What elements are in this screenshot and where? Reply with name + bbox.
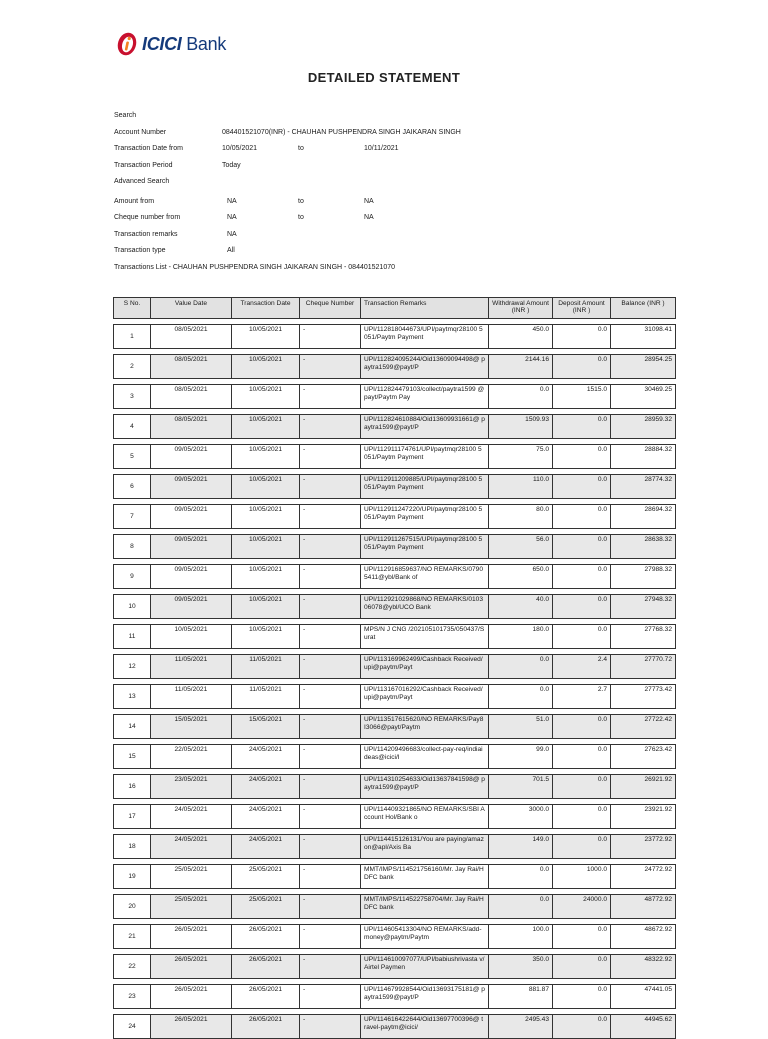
cell-value-date: 23/05/2021 xyxy=(151,775,232,799)
cell-withdrawal-amount: 450.0 xyxy=(489,325,553,349)
cell-cheque-number: - xyxy=(300,535,361,559)
account-label: Account Number xyxy=(114,128,167,136)
table-row xyxy=(114,445,676,469)
cell-deposit-amount: 0.0 xyxy=(553,985,611,1009)
cell-balance: 30469.25 xyxy=(611,385,676,409)
cell-deposit-amount: 1515.0 xyxy=(553,385,611,409)
period-label: Transaction Period xyxy=(114,161,173,169)
table-row xyxy=(114,655,676,679)
table-row xyxy=(114,805,676,829)
cell-balance: 23772.92 xyxy=(611,835,676,859)
cell-transaction-remarks: UPI/114616422644/Oid13697700396@ travel-paytm@icici/ xyxy=(361,1015,489,1039)
date-to-label: to xyxy=(298,145,304,152)
cell-transaction-remarks: UPI/112911247220/UPI/paytmqr28100 5051/Paytm Payment xyxy=(361,505,489,529)
cell-sno: 19 xyxy=(114,865,151,889)
cell-value-date: 08/05/2021 xyxy=(151,385,232,409)
cell-cheque-number: - xyxy=(300,475,361,499)
cell-value-date: 26/05/2021 xyxy=(151,985,232,1009)
cell-transaction-remarks: UPI/114310254633/Oid13637841598@ paytra1599@payt/P xyxy=(361,775,489,799)
cell-transaction-date: 10/05/2021 xyxy=(232,565,300,589)
cell-balance: 28774.32 xyxy=(611,475,676,499)
header-sno: S No. xyxy=(114,298,151,319)
cell-sno: 5 xyxy=(114,445,151,469)
cell-transaction-date: 10/05/2021 xyxy=(232,325,300,349)
date-to: 10/11/2021 xyxy=(364,145,399,152)
cell-deposit-amount: 0.0 xyxy=(553,955,611,979)
cell-withdrawal-amount: 149.0 xyxy=(489,835,553,859)
cell-transaction-remarks: UPI/114409321865/NO REMARKS/SBI Account Hol/Bank o xyxy=(361,805,489,829)
cell-withdrawal-amount: 2144.16 xyxy=(489,355,553,379)
date-from: 10/05/2021 xyxy=(222,145,258,152)
table-row xyxy=(114,505,676,529)
cell-balance: 27768.32 xyxy=(611,625,676,649)
table-row xyxy=(114,985,676,1009)
cell-withdrawal-amount: 51.0 xyxy=(489,715,553,739)
account-value: 084401521070(INR) - CHAUHAN PUSHPENDRA SINGH JAIKARAN SINGH xyxy=(222,128,461,136)
table-row xyxy=(114,475,676,499)
cell-balance: 23921.92 xyxy=(611,805,676,829)
cell-transaction-date: 26/05/2021 xyxy=(232,955,300,979)
cell-transaction-date: 25/05/2021 xyxy=(232,865,300,889)
cell-sno: 21 xyxy=(114,925,151,949)
cell-balance: 48322.92 xyxy=(611,955,676,979)
cell-balance: 47441.05 xyxy=(611,985,676,1009)
brand-name-bold: ICICI xyxy=(142,33,182,54)
period-value: Today xyxy=(222,161,241,169)
cell-cheque-number: - xyxy=(300,355,361,379)
cell-transaction-date: 25/05/2021 xyxy=(232,895,300,919)
cell-deposit-amount: 0.0 xyxy=(553,1015,611,1039)
page-title: DETAILED STATEMENT xyxy=(307,70,461,85)
cell-balance: 31098.41 xyxy=(611,325,676,349)
cell-withdrawal-amount: 180.0 xyxy=(489,625,553,649)
cell-transaction-date: 26/05/2021 xyxy=(232,1015,300,1039)
cell-withdrawal-amount: 40.0 xyxy=(489,595,553,619)
cell-value-date: 09/05/2021 xyxy=(151,475,232,499)
table-row xyxy=(114,325,676,349)
cell-deposit-amount: 0.0 xyxy=(553,745,611,769)
cell-deposit-amount: 24000.0 xyxy=(553,895,611,919)
cell-sno: 15 xyxy=(114,745,151,769)
cell-deposit-amount: 0.0 xyxy=(553,355,611,379)
cell-value-date: 26/05/2021 xyxy=(151,1015,232,1039)
cell-transaction-remarks: UPI/114679928544/Oid13693175181@ paytra1599@payt/P xyxy=(361,985,489,1009)
cell-transaction-remarks: UPI/114610097077/UPI/babiushrivasta v/Airtel Paymen xyxy=(361,955,489,979)
icici-logo xyxy=(116,29,226,59)
cell-balance: 24772.92 xyxy=(611,865,676,889)
cell-transaction-remarks: UPI/113167016292/Cashback Received/upi@paytm/Payt xyxy=(361,685,489,709)
cell-deposit-amount: 0.0 xyxy=(553,595,611,619)
table-row xyxy=(114,415,676,439)
cell-cheque-number: - xyxy=(300,805,361,829)
cell-withdrawal-amount: 0.0 xyxy=(489,685,553,709)
advanced-search-heading: Advanced Search xyxy=(114,178,170,185)
cell-value-date: 09/05/2021 xyxy=(151,595,232,619)
cell-balance: 27722.42 xyxy=(611,715,676,739)
cell-withdrawal-amount: 0.0 xyxy=(489,865,553,889)
remarks-label: Transaction remarks xyxy=(114,230,178,238)
cell-withdrawal-amount: 650.0 xyxy=(489,565,553,589)
cell-transaction-remarks: MMT/IMPS/114521756160/Mr. Jay Rai/HDFC bank xyxy=(361,865,489,889)
cell-withdrawal-amount: 56.0 xyxy=(489,535,553,559)
cell-transaction-date: 11/05/2021 xyxy=(232,655,300,679)
cell-deposit-amount: 2.4 xyxy=(553,655,611,679)
header-withdrawal-amount: Withdrawal Amount (INR ) xyxy=(489,298,553,319)
cell-transaction-remarks: UPI/114415126131/You are paying/amazon@apl/Axis Ba xyxy=(361,835,489,859)
cell-sno: 22 xyxy=(114,955,151,979)
header-value-date: Value Date xyxy=(151,298,232,319)
cell-sno: 24 xyxy=(114,1015,151,1039)
cell-value-date: 08/05/2021 xyxy=(151,415,232,439)
cell-withdrawal-amount: 350.0 xyxy=(489,955,553,979)
cell-withdrawal-amount: 0.0 xyxy=(489,655,553,679)
cell-value-date: 08/05/2021 xyxy=(151,355,232,379)
cell-transaction-date: 10/05/2021 xyxy=(232,355,300,379)
cell-deposit-amount: 0.0 xyxy=(553,835,611,859)
cell-cheque-number: - xyxy=(300,835,361,859)
type-value: All xyxy=(227,247,235,254)
cell-cheque-number: - xyxy=(300,685,361,709)
cell-deposit-amount: 0.0 xyxy=(553,625,611,649)
cell-transaction-remarks: UPI/112911267515/UPI/paytmqr28100 5051/Paytm Payment xyxy=(361,535,489,559)
header-deposit-amount: Deposit Amount (INR ) xyxy=(553,298,611,319)
cell-value-date: 09/05/2021 xyxy=(151,535,232,559)
table-row xyxy=(114,835,676,859)
cell-deposit-amount: 0.0 xyxy=(553,325,611,349)
cell-balance: 28954.25 xyxy=(611,355,676,379)
cell-sno: 1 xyxy=(114,325,151,349)
cell-transaction-remarks: UPI/112911174761/UPI/paytmqr28100 5051/Paytm Payment xyxy=(361,445,489,469)
cell-withdrawal-amount: 99.0 xyxy=(489,745,553,769)
cell-transaction-date: 10/05/2021 xyxy=(232,445,300,469)
table-row xyxy=(114,895,676,919)
table-row xyxy=(114,925,676,949)
cell-value-date: 15/05/2021 xyxy=(151,715,232,739)
cell-transaction-remarks: UPI/112824095244/Oid13609094498@ paytra1599@payt/P xyxy=(361,355,489,379)
cell-withdrawal-amount: 3000.0 xyxy=(489,805,553,829)
cell-transaction-date: 26/05/2021 xyxy=(232,925,300,949)
cell-sno: 18 xyxy=(114,835,151,859)
cell-transaction-date: 10/05/2021 xyxy=(232,415,300,439)
cell-transaction-date: 24/05/2021 xyxy=(232,775,300,799)
cell-deposit-amount: 0.0 xyxy=(553,565,611,589)
cell-withdrawal-amount: 701.5 xyxy=(489,775,553,799)
cell-deposit-amount: 0.0 xyxy=(553,715,611,739)
cell-transaction-date: 26/05/2021 xyxy=(232,985,300,1009)
cell-value-date: 09/05/2021 xyxy=(151,565,232,589)
cell-cheque-number: - xyxy=(300,625,361,649)
cell-cheque-number: - xyxy=(300,325,361,349)
header-cheque-number: Cheque Number xyxy=(300,298,361,319)
type-label: Transaction type xyxy=(114,247,166,254)
cell-cheque-number: - xyxy=(300,445,361,469)
cell-balance: 27770.72 xyxy=(611,655,676,679)
table-row xyxy=(114,565,676,589)
cell-transaction-date: 10/05/2021 xyxy=(232,595,300,619)
cell-balance: 48672.92 xyxy=(611,925,676,949)
cell-sno: 17 xyxy=(114,805,151,829)
cell-cheque-number: - xyxy=(300,865,361,889)
cell-cheque-number: - xyxy=(300,895,361,919)
cell-value-date: 09/05/2021 xyxy=(151,505,232,529)
cell-balance: 28884.32 xyxy=(611,445,676,469)
cell-transaction-remarks: UPI/114209496683/collect-pay-req/indiaideas@icici/I xyxy=(361,745,489,769)
cell-transaction-date: 10/05/2021 xyxy=(232,505,300,529)
cell-value-date: 25/05/2021 xyxy=(151,895,232,919)
table-row xyxy=(114,1015,676,1039)
cell-value-date: 22/05/2021 xyxy=(151,745,232,769)
cell-transaction-remarks: MMT/IMPS/114522758704/Mr. Jay Rai/HDFC bank xyxy=(361,895,489,919)
table-row xyxy=(114,355,676,379)
cell-transaction-remarks: MPS/N J CNG /202105101735/050437/Surat xyxy=(361,625,489,649)
cell-value-date: 26/05/2021 xyxy=(151,955,232,979)
header-balance: Balance (INR ) xyxy=(611,298,676,319)
cell-deposit-amount: 2.7 xyxy=(553,685,611,709)
cell-transaction-date: 11/05/2021 xyxy=(232,685,300,709)
cell-transaction-remarks: UPI/113517615620/NO REMARKS/Pay8I3066@payt/Paytm xyxy=(361,715,489,739)
cell-sno: 4 xyxy=(114,415,151,439)
cell-sno: 13 xyxy=(114,685,151,709)
cell-value-date: 11/05/2021 xyxy=(151,685,232,709)
brand-name-rest: Bank xyxy=(181,33,227,54)
cell-sno: 6 xyxy=(114,475,151,499)
remarks-value: NA xyxy=(227,230,237,238)
cell-value-date: 11/05/2021 xyxy=(151,655,232,679)
cell-transaction-date: 24/05/2021 xyxy=(232,745,300,769)
cell-transaction-remarks: UPI/112916859637/NO REMARKS/07905411@ybl/Bank of xyxy=(361,565,489,589)
cell-deposit-amount: 0.0 xyxy=(553,475,611,499)
cell-sno: 2 xyxy=(114,355,151,379)
cell-withdrawal-amount: 100.0 xyxy=(489,925,553,949)
transactions-table xyxy=(113,297,676,1039)
amount-label: Amount from xyxy=(114,197,155,205)
date-label: Transaction Date from xyxy=(114,145,183,152)
amount-to-label: to xyxy=(298,197,304,205)
table-row xyxy=(114,685,676,709)
cell-balance: 48772.92 xyxy=(611,895,676,919)
amount-to: NA xyxy=(364,197,374,205)
cell-balance: 26921.92 xyxy=(611,775,676,799)
cell-transaction-remarks: UPI/112911209885/UPI/paytmqr28100 5051/Paytm Payment xyxy=(361,475,489,499)
cell-value-date: 24/05/2021 xyxy=(151,805,232,829)
cell-cheque-number: - xyxy=(300,985,361,1009)
table-row xyxy=(114,625,676,649)
cheque-to-label: to xyxy=(298,214,304,221)
table-row xyxy=(114,595,676,619)
table-row xyxy=(114,775,676,799)
cell-deposit-amount: 0.0 xyxy=(553,925,611,949)
cell-withdrawal-amount: 2495.43 xyxy=(489,1015,553,1039)
cell-transaction-remarks: UPI/112824610884/Oid13609931661@ paytra1599@payt/P xyxy=(361,415,489,439)
transactions-body xyxy=(114,319,676,1039)
amount-from: NA xyxy=(227,197,237,205)
cell-deposit-amount: 0.0 xyxy=(553,775,611,799)
cell-transaction-date: 10/05/2021 xyxy=(232,625,300,649)
cell-withdrawal-amount: 0.0 xyxy=(489,895,553,919)
cell-withdrawal-amount: 110.0 xyxy=(489,475,553,499)
cell-transaction-remarks: UPI/112921029868/NO REMARKS/010306078@ybl/UCO Bank xyxy=(361,595,489,619)
cell-cheque-number: - xyxy=(300,565,361,589)
cell-transaction-remarks: UPI/113169962499/Cashback Received/upi@paytm/Payt xyxy=(361,655,489,679)
table-row xyxy=(114,385,676,409)
cell-withdrawal-amount: 75.0 xyxy=(489,445,553,469)
cell-transaction-date: 15/05/2021 xyxy=(232,715,300,739)
cell-balance: 27773.42 xyxy=(611,685,676,709)
table-row xyxy=(114,535,676,559)
cell-value-date: 26/05/2021 xyxy=(151,925,232,949)
transactions-list-label: Transactions List - CHAUHAN PUSHPENDRA SINGH JAIKARAN SINGH - 084401521070 xyxy=(114,263,396,271)
cell-deposit-amount: 1000.0 xyxy=(553,865,611,889)
icici-logo-icon xyxy=(116,31,138,57)
cell-sno: 8 xyxy=(114,535,151,559)
cell-value-date: 24/05/2021 xyxy=(151,835,232,859)
cheque-label: Cheque number from xyxy=(114,214,181,221)
cell-balance: 27948.32 xyxy=(611,595,676,619)
cell-deposit-amount: 0.0 xyxy=(553,415,611,439)
cell-cheque-number: - xyxy=(300,745,361,769)
cell-cheque-number: - xyxy=(300,655,361,679)
cell-sno: 23 xyxy=(114,985,151,1009)
cell-transaction-remarks: UPI/112824479103/collect/paytra1599 @payt/Paytm Pay xyxy=(361,385,489,409)
cell-deposit-amount: 0.0 xyxy=(553,445,611,469)
cell-sno: 10 xyxy=(114,595,151,619)
cell-cheque-number: - xyxy=(300,505,361,529)
cell-deposit-amount: 0.0 xyxy=(553,535,611,559)
cell-transaction-date: 24/05/2021 xyxy=(232,805,300,829)
cell-withdrawal-amount: 1509.93 xyxy=(489,415,553,439)
brand-name xyxy=(142,34,226,55)
cell-cheque-number: - xyxy=(300,1015,361,1039)
cell-sno: 3 xyxy=(114,385,151,409)
cell-transaction-date: 10/05/2021 xyxy=(232,475,300,499)
table-row xyxy=(114,865,676,889)
cell-balance: 28959.32 xyxy=(611,415,676,439)
cell-value-date: 25/05/2021 xyxy=(151,865,232,889)
cheque-from: NA xyxy=(227,214,237,221)
cell-balance: 28638.32 xyxy=(611,535,676,559)
cell-sno: 12 xyxy=(114,655,151,679)
cell-sno: 9 xyxy=(114,565,151,589)
cell-cheque-number: - xyxy=(300,415,361,439)
cell-transaction-date: 24/05/2021 xyxy=(232,835,300,859)
search-heading: Search xyxy=(114,112,137,119)
cell-withdrawal-amount: 0.0 xyxy=(489,385,553,409)
cell-transaction-date: 10/05/2021 xyxy=(232,535,300,559)
cell-cheque-number: - xyxy=(300,775,361,799)
cell-balance: 27623.42 xyxy=(611,745,676,769)
cell-transaction-remarks: UPI/114605413304/NO REMARKS/add-money@paytm/Paytm xyxy=(361,925,489,949)
cell-value-date: 10/05/2021 xyxy=(151,625,232,649)
cell-balance: 44945.62 xyxy=(611,1015,676,1039)
cell-value-date: 08/05/2021 xyxy=(151,325,232,349)
cell-sno: 16 xyxy=(114,775,151,799)
header-transaction-remarks: Transaction Remarks xyxy=(361,298,489,319)
table-header-row xyxy=(114,298,676,319)
cell-cheque-number: - xyxy=(300,955,361,979)
cheque-to: NA xyxy=(364,214,374,221)
cell-transaction-remarks: UPI/112818044673/UPI/paytmqr28100 5051/Paytm Payment xyxy=(361,325,489,349)
cell-cheque-number: - xyxy=(300,595,361,619)
cell-value-date: 09/05/2021 xyxy=(151,445,232,469)
cell-deposit-amount: 0.0 xyxy=(553,505,611,529)
cell-transaction-date: 10/05/2021 xyxy=(232,385,300,409)
cell-balance: 27988.32 xyxy=(611,565,676,589)
cell-cheque-number: - xyxy=(300,385,361,409)
cell-balance: 28694.32 xyxy=(611,505,676,529)
table-row xyxy=(114,955,676,979)
cell-sno: 11 xyxy=(114,625,151,649)
cell-cheque-number: - xyxy=(300,715,361,739)
header-transaction-date: Transaction Date xyxy=(232,298,300,319)
cell-withdrawal-amount: 881.87 xyxy=(489,985,553,1009)
cell-deposit-amount: 0.0 xyxy=(553,805,611,829)
cell-cheque-number: - xyxy=(300,925,361,949)
cell-sno: 7 xyxy=(114,505,151,529)
cell-sno: 20 xyxy=(114,895,151,919)
cell-withdrawal-amount: 80.0 xyxy=(489,505,553,529)
table-row xyxy=(114,715,676,739)
table-row xyxy=(114,745,676,769)
cell-sno: 14 xyxy=(114,715,151,739)
